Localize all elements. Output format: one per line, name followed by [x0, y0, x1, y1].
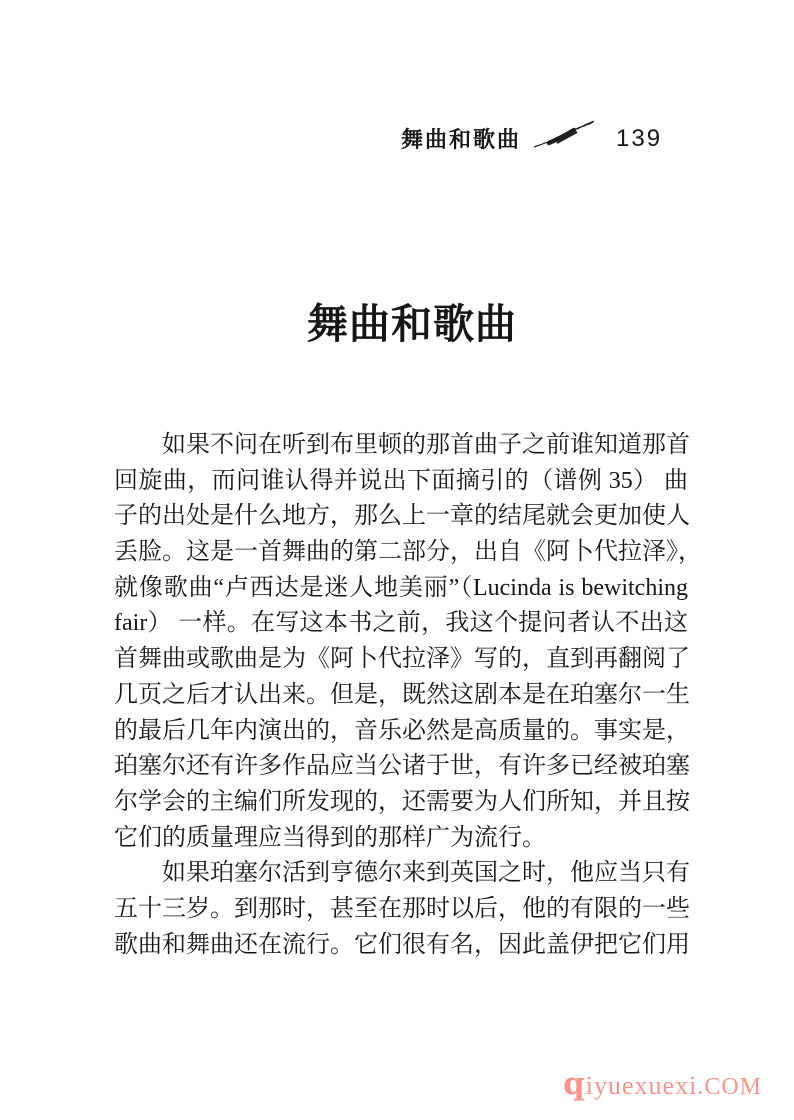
text-line: 它们的质量理应当得到的那样广为流行。: [114, 824, 546, 851]
text-line: 如果珀塞尔活到亨德尔来到英国之时，他应当只有: [162, 860, 690, 887]
text-line: 五十三岁。到那时，甚至在那时以后，他的有限的一些: [114, 895, 690, 922]
page-number: 139: [616, 125, 663, 152]
text-line: 回旋曲，而问谁认得并说出下面摘引的（谱例 35） 曲: [114, 467, 688, 494]
watermark-lead: q: [563, 1066, 586, 1102]
running-header-title: 舞曲和歌曲: [401, 127, 522, 152]
paragraph-1: [114, 428, 702, 856]
text-line: 首舞曲或歌曲是为《阿卜代拉泽》写的，直到再翻阅了: [114, 646, 690, 673]
text-line: 的最后几年内演出的，音乐必然是高质量的。事实是，: [114, 717, 690, 744]
text-line: 珀塞尔还有许多作品应当公诸于世，有许多已经被珀塞: [114, 753, 690, 780]
text-line: 歌曲和舞曲还在流行。它们很有名，因此盖伊把它们用: [114, 931, 690, 958]
text-line: 丢脸。这是一首舞曲的第二部分，出自《阿卜代拉泽》，: [114, 539, 702, 566]
body-text-block: [114, 428, 702, 963]
site-watermark: [563, 1066, 762, 1102]
text-line: 尔学会的主编们所发现的，还需要为人们所知，并且按: [114, 788, 690, 815]
watermark-body: iyuexuexi: [585, 1071, 698, 1100]
text-line: 就像歌曲“卢西达是迷人地美丽”（Lucinda is bewitching: [114, 574, 688, 601]
chapter-title: 舞曲和歌曲: [307, 301, 517, 347]
quill-flourish-icon: [531, 119, 597, 151]
paragraph-2: [114, 856, 688, 963]
watermark-tld: .COM: [697, 1074, 762, 1100]
text-line: 如果不问在听到布里顿的那首曲子之前谁知道那首: [162, 432, 690, 458]
text-line: 子的出处是什么地方，那么上一章的结尾就会更加使人: [114, 503, 690, 530]
text-line: 几页之后才认出来。但是，既然这剧本是在珀塞尔一生: [114, 681, 690, 708]
text-line: fair） 一样。在写这本书之前，我这个提问者认不出这: [114, 610, 688, 637]
